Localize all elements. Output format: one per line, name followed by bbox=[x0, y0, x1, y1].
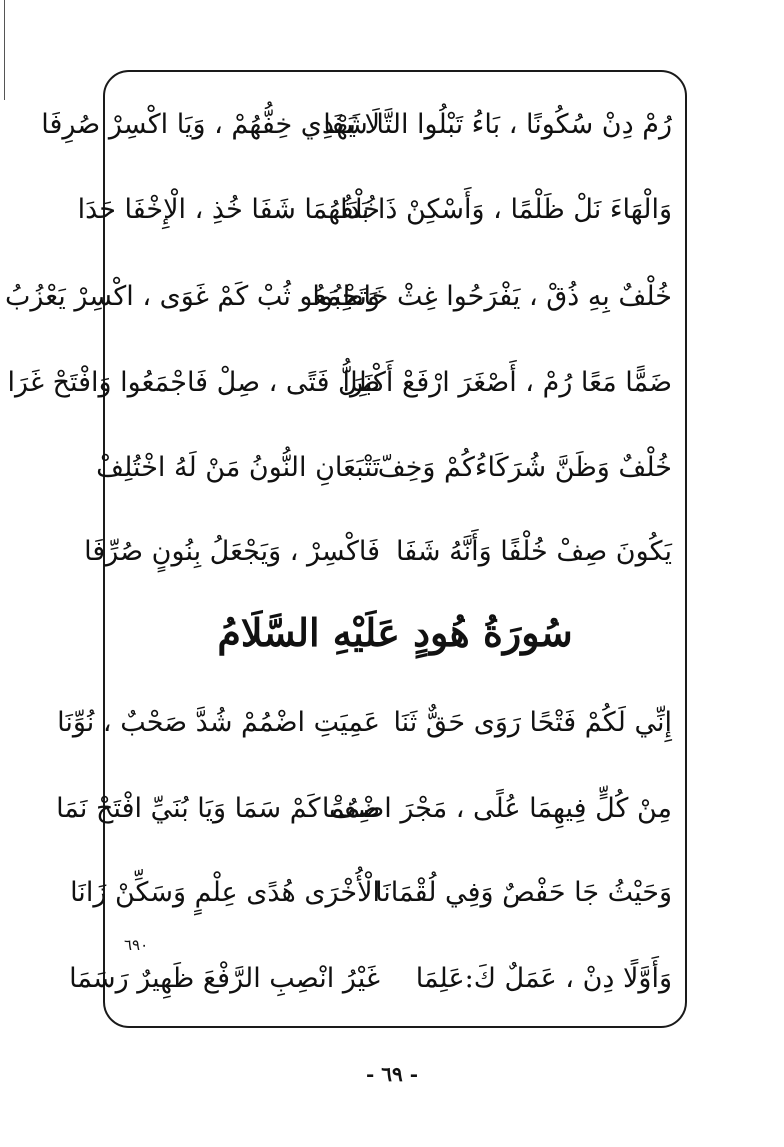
first-hemistich: خُلْفٌ وَظَنَّ شُرَكَاءُكُمْ وَخِفّ bbox=[377, 451, 672, 483]
verse-line bbox=[84, 521, 672, 581]
verse-line bbox=[77, 179, 672, 239]
first-hemistich: وَحَيْثُ جَا حَفْصٌ وَفِي لُقْمَانَا bbox=[375, 876, 672, 908]
second-hemistich: وَتَجْمَعُو ثُبْ كَمْ غَوَى ، اكْسِرْ يَعْزُبُ bbox=[4, 280, 380, 312]
first-hemistich: وَالْهَاءَ نَلْ ظَلْمًا ، وَأَسْكِنْ ذَا بَدَا bbox=[340, 193, 672, 225]
verse-line bbox=[7, 352, 672, 412]
verse-line bbox=[4, 266, 672, 326]
second-hemistich: عَمِيَتِ اضْمُمْ شُدَّ صَحْبٌ ، نُوِّنَا bbox=[57, 706, 380, 738]
verse-line bbox=[69, 948, 672, 1008]
second-hemistich: ظِلُّ فَتًى ، صِلْ فَاجْمَعُوا وَافْتَحْ غَرَا bbox=[7, 366, 380, 398]
first-hemistich: رُمْ دِنْ سُكُونًا ، بَاءُ تَبْلُوا التَّا شَفَا bbox=[323, 108, 672, 140]
second-hemistich: لَا يَهْدِي خِفُّهُمْ ، وَيَا اكْسِرْ صُرِفَا bbox=[41, 108, 380, 140]
second-hemistich: غَيْرُ انْصِبِ الرَّفْعَ ظَهِيرٌ رَسَمَا bbox=[69, 962, 380, 994]
margin-rule bbox=[4, 0, 5, 100]
second-hemistich: خُلْفُهُمَا شَفَا خُذِ ، الْإِخْفَا حَدَا bbox=[77, 193, 380, 225]
verse-line bbox=[56, 778, 672, 838]
second-hemistich: فَاكْسِرْ ، وَيَجْعَلُ بِنُونٍ صُرِّفَا bbox=[84, 535, 380, 567]
first-hemistich: وَأَوَّلًا دِنْ ، عَمَلٌ كَ:عَلِمَا bbox=[415, 962, 672, 994]
verse-line bbox=[41, 94, 672, 154]
second-hemistich: صِفْ كَمْ سَمَا وَيَا بُنَيِّ افْتَحْ نَمَا bbox=[56, 792, 380, 824]
verse-line bbox=[96, 437, 672, 497]
page-number: - ٦٩ - bbox=[365, 1062, 418, 1086]
first-hemistich: إِنِّي لَكُمْ فَتْحًا رَوَى حَقٌّ ثَنَا bbox=[393, 706, 672, 738]
first-hemistich: مِنْ كُلٍّ فِيهِمَا عُلًى ، مَجْرَ اضْمُمَا bbox=[321, 792, 672, 824]
first-hemistich: خُلْفٌ بِهِ ذُقْ ، يَفْرَحُوا غِثْ خَاطِبُوا bbox=[312, 280, 672, 312]
surah-title: سُورَةُ هُودٍ عَلَيْهِ السَّلَامُ bbox=[217, 610, 573, 655]
verse-number: ٦٩٠ bbox=[124, 936, 149, 954]
verse-line bbox=[70, 862, 672, 922]
verse-line bbox=[57, 692, 672, 752]
second-hemistich: تَتْبَعَانِ النُّونُ مَنْ لَهُ اخْتُلِفْ bbox=[96, 451, 380, 483]
second-hemistich: الْأُخْرَى هُدًى عِلْمٍ وَسَكِّنْ زَانَا bbox=[70, 876, 380, 908]
first-hemistich: يَكُونَ صِفْ خُلْفًا وَأَنَّهُ شَفَا bbox=[396, 535, 672, 567]
first-hemistich: ضَمًّا مَعًا رُمْ ، أَصْغَرَ ارْفَعْ أَكْبَرَا bbox=[342, 366, 672, 398]
